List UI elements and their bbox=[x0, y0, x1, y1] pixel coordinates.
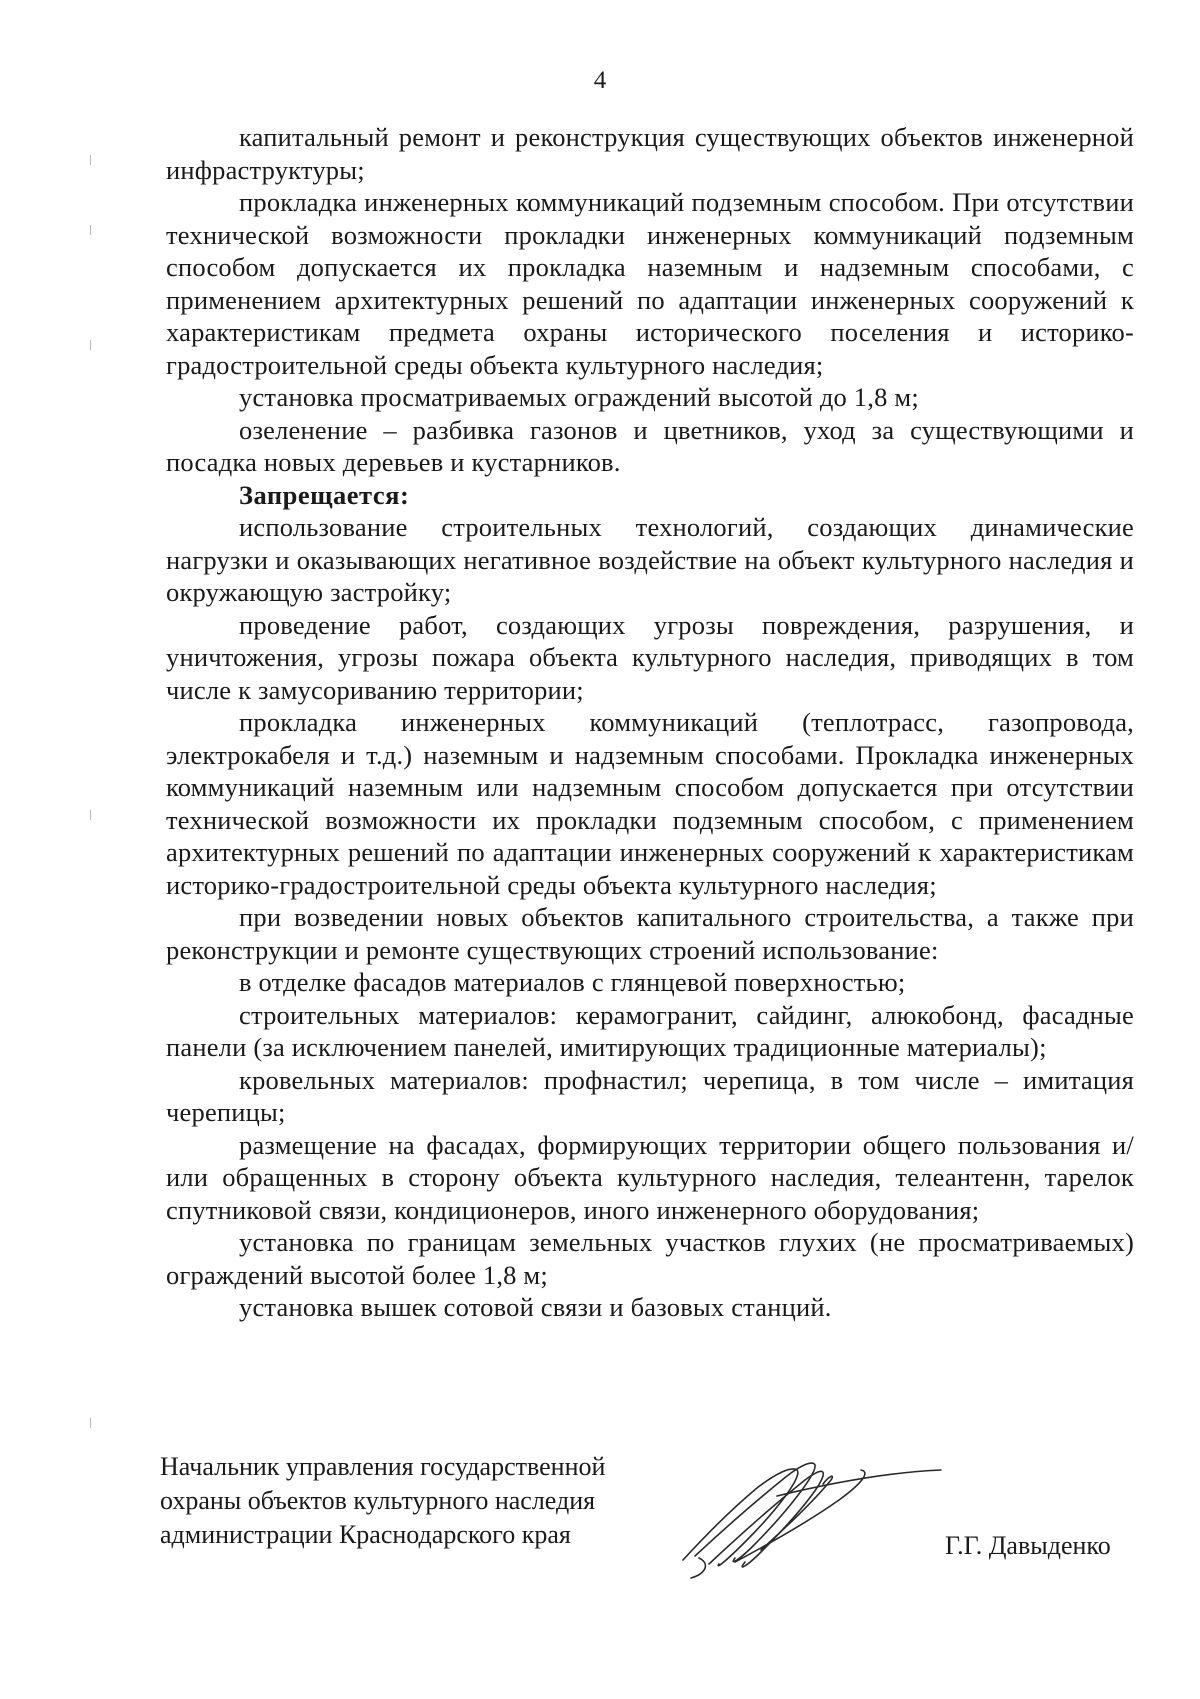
prohibited-item: установка вышек сотовой связи и базовых станций. bbox=[239, 1292, 832, 1322]
prohibited-item: в отделке фасадов материалов с глянцевой поверхностью; bbox=[239, 967, 906, 997]
handwritten-signature bbox=[665, 1438, 945, 1583]
signatory-position bbox=[160, 1450, 605, 1552]
prohibited-item: использование строительных технологий, создающих динамические нагрузки и оказывающих негативное воздействие на объект культурного наследия и окружающую застройку; bbox=[166, 512, 1134, 607]
signatory-position-line: охраны объектов культурного наследия bbox=[160, 1486, 596, 1515]
margin-mark bbox=[90, 810, 91, 820]
prohibited-item: проведение работ, создающих угрозы повреждения, разрушения, и уничтожения, угрозы пожара объекта культурного наследия, приводящих в том числе к замусориванию территории; bbox=[166, 609, 1134, 705]
prohibited-item: строительных материалов: керамогранит, сайдинг, алюкобонд, фасадные панели (за исключением панелей, имитирующих традиционные материалы); bbox=[166, 999, 1134, 1062]
prohibited-item: установка по границам земельных участков глухих (не просматриваемых) ограждений высотой более 1,8 м; bbox=[166, 1227, 1134, 1290]
paragraph: озеленение – разбивка газонов и цветников, уход за существующими и посадка новых деревьев и кустарников. bbox=[166, 414, 1134, 477]
prohibited-item: при возведении новых объектов капитального строительства, а также при реконструкции и ремонте существующих строений использование: bbox=[166, 902, 1134, 965]
prohibited-heading: Запрещается: bbox=[239, 479, 410, 510]
prohibited-item: кровельных материалов: профнастил; черепица, в том числе – имитация черепицы; bbox=[166, 1064, 1134, 1127]
prohibited-item: прокладка инженерных коммуникаций (теплотрасс, газопровода, электрокабеля и т.д.) наземным и надземным способами. Прокладка инженерных коммуникаций наземным или надземным способом допускается при отсутствии технической возможности их прокладки подземным способом, с применением архитектурных решений по адаптации инженерных сооружений к характеристикам историко-градостроительной среды объекта культурного наследия; bbox=[166, 707, 1134, 900]
paragraph: установка просматриваемых ограждений высотой до 1,8 м; bbox=[239, 382, 919, 412]
margin-mark bbox=[90, 340, 91, 350]
document-body bbox=[166, 121, 1134, 1324]
signatory-position-line: администрации Краснодарского края bbox=[160, 1520, 571, 1549]
margin-mark bbox=[90, 155, 91, 165]
page-number: 4 bbox=[593, 67, 607, 94]
margin-mark bbox=[90, 225, 91, 235]
signatory-position-line: Начальник управления государственной bbox=[160, 1452, 606, 1481]
signer-name: Г.Г. Давыденко bbox=[945, 1531, 1111, 1560]
paragraph: прокладка инженерных коммуникаций подземным способом. При отсутствии технической возможности прокладки инженерных коммуникаций подземным способом допускается их прокладка наземным и надземным способами, с применением архитектурных решений по адаптации инженерных сооружений к характеристикам предмета охраны исторического поселения и историко-градостроительной среды объекта культурного наследия; bbox=[166, 187, 1134, 380]
margin-mark bbox=[90, 1418, 91, 1428]
prohibited-item: размещение на фасадах, формирующих территории общего пользования и/или обращенных в сторону объекта культурного наследия, телеантенн, тарелок спутниковой связи, кондиционеров, иного инженерного оборудования; bbox=[166, 1129, 1134, 1225]
paragraph: капитальный ремонт и реконструкция существующих объектов инженерной инфраструктуры; bbox=[166, 122, 1134, 185]
